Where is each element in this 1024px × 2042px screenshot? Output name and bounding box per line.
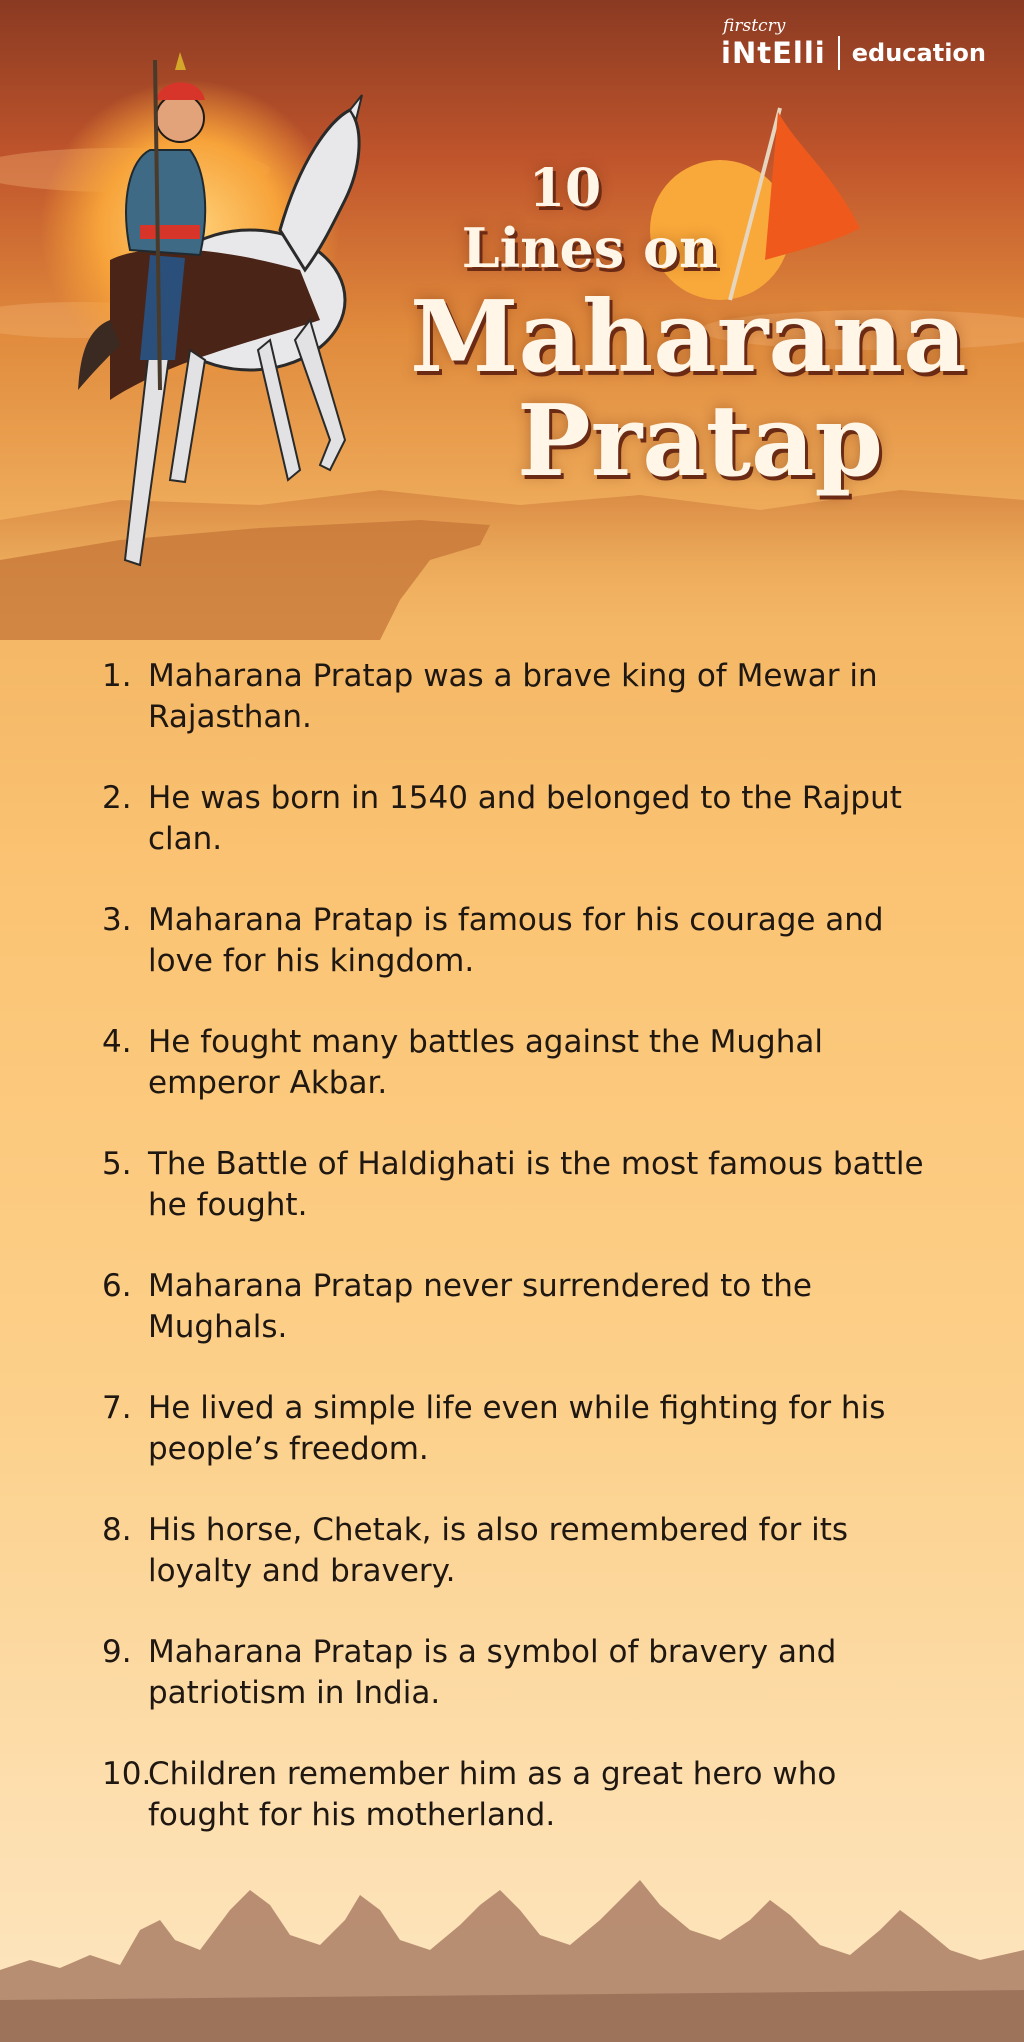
list-item <box>102 1388 942 1470</box>
item-text: He was born in 1540 and belonged to the Rajput clan. <box>148 780 902 857</box>
item-text: Maharana Pratap never surrendered to the Mughals. <box>148 1268 812 1345</box>
brand-mark <box>721 18 826 70</box>
item-number: 1. <box>102 658 132 694</box>
brand-education: education <box>851 39 986 67</box>
list-item <box>102 1754 942 1836</box>
list-item <box>102 1632 942 1714</box>
list-item <box>102 656 942 738</box>
item-text: Children remember him as a great hero who fought for his motherland. <box>148 1756 837 1833</box>
item-text: His horse, Chetak, is also remembered for its loyalty and bravery. <box>148 1512 849 1589</box>
item-number: 2. <box>102 780 132 816</box>
title-name-line2: Pratap <box>516 384 884 499</box>
item-number: 4. <box>102 1024 132 1060</box>
facts-list <box>102 656 942 1876</box>
brand-separator <box>838 36 840 70</box>
item-number: 6. <box>102 1268 132 1304</box>
list-item <box>102 1510 942 1592</box>
item-text: Maharana Pratap is a symbol of bravery and patriotism in India. <box>148 1634 837 1711</box>
item-text: He fought many battles against the Mughal emperor Akbar. <box>148 1024 823 1101</box>
item-text: Maharana Pratap was a brave king of Mewar in Rajasthan. <box>148 658 878 735</box>
item-number: 10. <box>102 1756 152 1792</box>
brand-logo <box>721 18 986 70</box>
item-number: 8. <box>102 1512 132 1548</box>
battle-silhouette <box>0 1850 1024 2042</box>
page-title <box>410 158 967 499</box>
list-item <box>102 1266 942 1348</box>
title-number: 10 <box>528 158 602 219</box>
item-number: 9. <box>102 1634 132 1670</box>
item-text: He lived a simple life even while fighting for his people’s freedom. <box>148 1390 886 1467</box>
list-item <box>102 1144 942 1226</box>
list-item <box>102 1022 942 1104</box>
brand-sub: firstcry <box>723 16 786 36</box>
title-name-line1: Maharana <box>410 280 967 395</box>
item-text: Maharana Pratap is famous for his courage and love for his kingdom. <box>148 902 884 979</box>
item-number: 3. <box>102 902 132 938</box>
list-item <box>102 900 942 982</box>
item-text: The Battle of Haldighati is the most famous battle he fought. <box>148 1146 924 1223</box>
item-number: 5. <box>102 1146 132 1182</box>
list-item <box>102 778 942 860</box>
item-number: 7. <box>102 1390 132 1426</box>
title-lines-on: Lines on <box>461 216 719 280</box>
brand-main: iNtElli <box>721 36 826 70</box>
